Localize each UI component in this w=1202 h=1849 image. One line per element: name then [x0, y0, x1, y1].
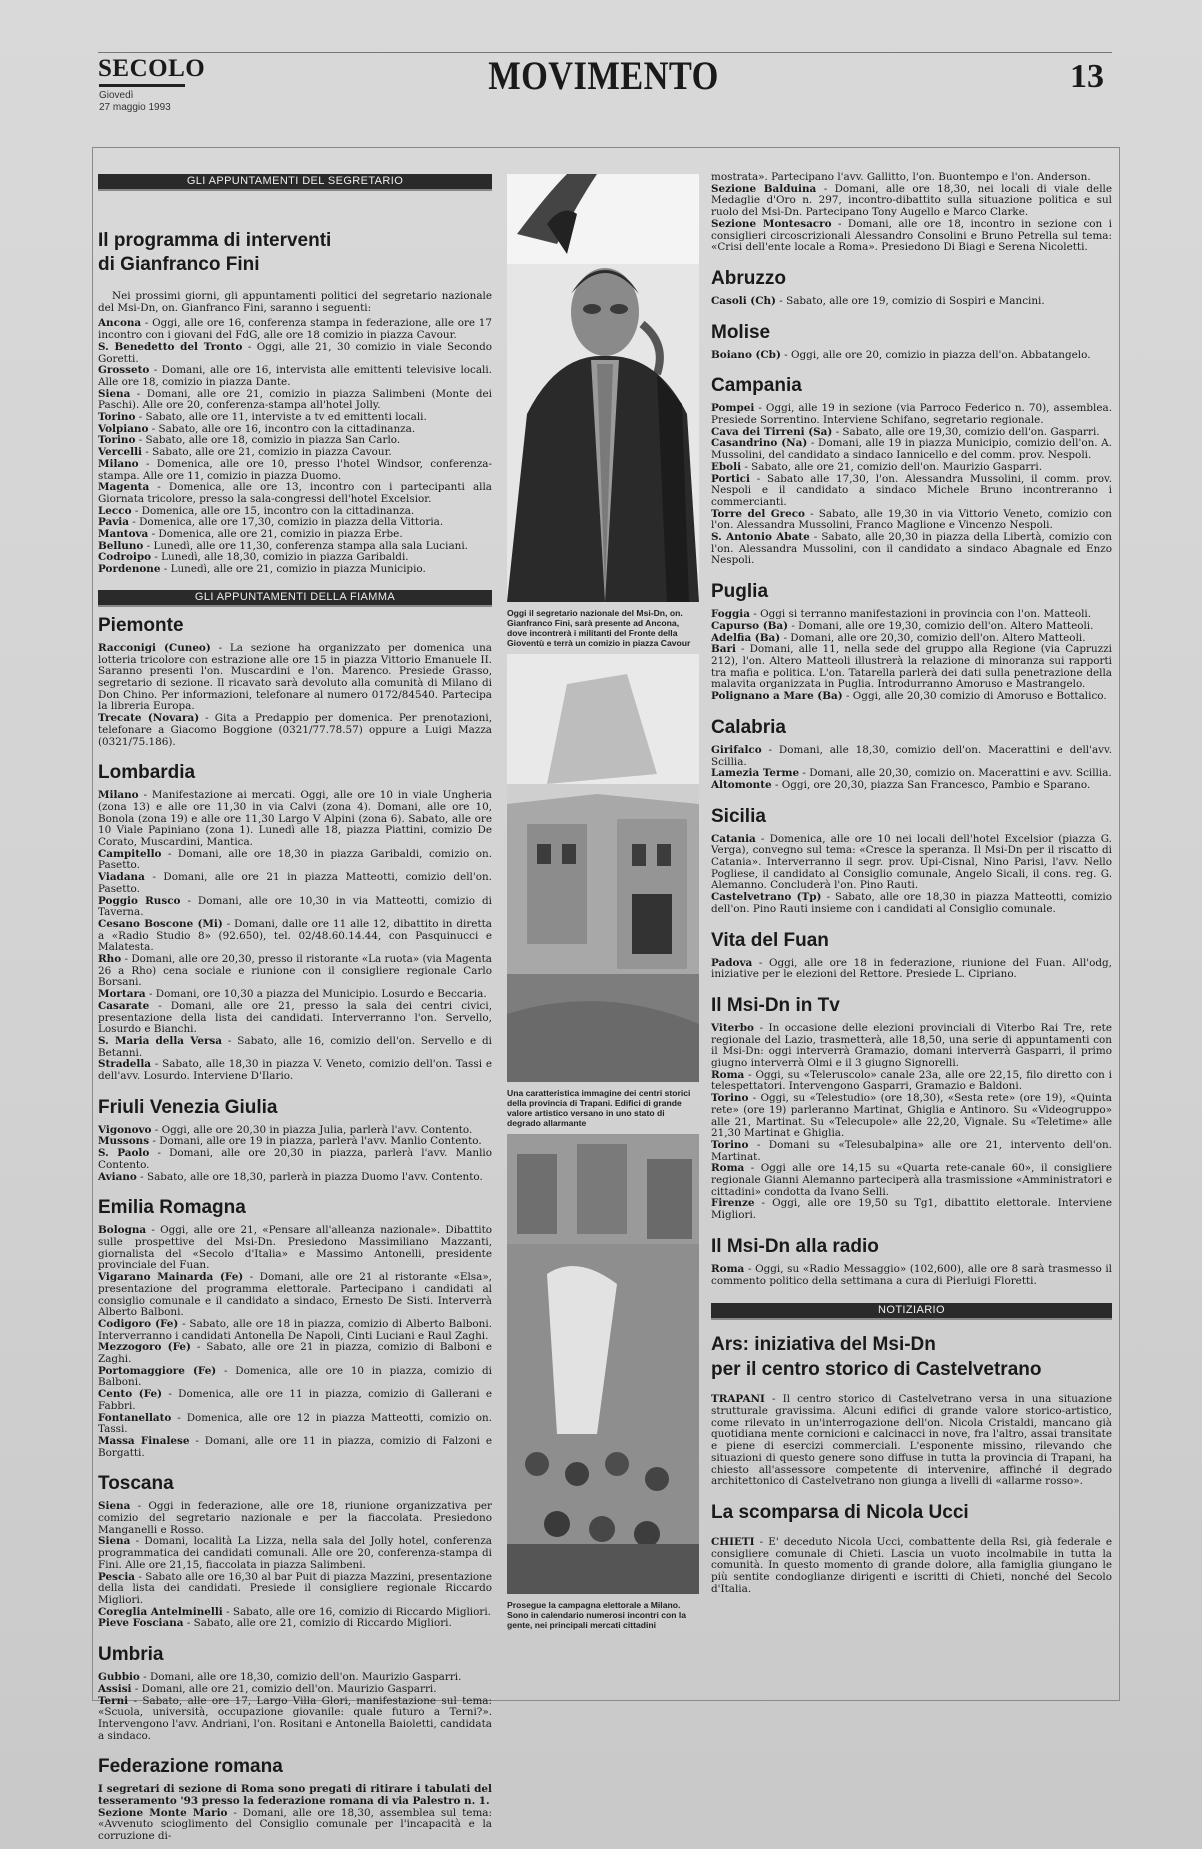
listing-text: - Domenica, alle ore 21, comizio in piazza Erbe. — [148, 528, 403, 541]
listing-text: - Sabato, alle ore 18, comizio in piazza San Carlo. — [135, 434, 401, 447]
listing-text: - Oggi, alle ore 19,50 su Tg1, dibattito elettorale. Interviene Migliori. — [711, 1197, 1112, 1222]
listing-entry — [98, 342, 492, 365]
listing-text: - Domani, dalle ore 11 alle 12, dibattito in diretta a «Radio Studio 8» (92.650), tel. 02/48.60.14.44, con Pasquinucci e Malatesta. — [98, 917, 492, 954]
region-heading: Vita del Fuan — [711, 929, 829, 951]
listing-place: Sezione Montesacro — [711, 217, 832, 230]
listing-text: - Oggi si terranno manifestazioni in provincia con l'on. Matteoli. — [749, 608, 1092, 621]
left-column — [98, 174, 492, 1849]
listing-place: Codroipo — [98, 551, 152, 564]
news-body: - E' deceduto Nicola Ucci, combattente della Rsi, già federale e consigliere comunale di Chieti. Lascia un vuoto incolmabile in tutta la comunità. In questo momento di grande dolore, alla famiglia giungano le più sentite condoglianze dirigenti e iscritti di Chieti, nonché del Secolo d'Italia. — [711, 1535, 1112, 1595]
news-article-ucci — [711, 1537, 1112, 1596]
listing-text: - Oggi, su «Telestudio» (ore 18,30), «Sesta rete» (ore 19), «Quinta rete» (ore 19) parleranno Martinat, Ghiglia e Antinoro. Su «Videogruppo» alle 21, Martinat. Su «Telecupole» alle 22,20, Vignale. Su «Teletime» alle 21,30 Martinat e Ghiglia. — [711, 1092, 1112, 1140]
listing-text: - In occasione delle elezioni provinciali di Viterbo Rai Tre, rete regionale del Lazio, trasmetterà, alle 18,50, una serie di appuntamenti con il Msi-Dn: oggi interverrà Gramazio, domani interverrà Gasparri, il primo giugno interverrà Olmi e il 3 giugno Signorelli. — [711, 1021, 1112, 1070]
listing-place: Mortara — [98, 988, 146, 1001]
listing-text: - Sabato, alle ore 21, comizio dell'on. Maurizio Gasparri. — [741, 460, 1042, 473]
region-heading: Toscana — [98, 1473, 174, 1495]
fini-portrait-image — [507, 174, 699, 602]
listing-text: - Domani, alle 20,30, comizio on. Macerattini e avv. Scillia. — [799, 767, 1112, 780]
listing-entry — [98, 365, 492, 388]
region-heading: Sicilia — [711, 805, 766, 827]
listing-entry — [98, 954, 492, 989]
listing-entry — [711, 1163, 1112, 1198]
region-heading: Emilia Romagna — [98, 1197, 246, 1219]
listing-text: - Domani, alle ore 20,30, comizio dell'on. Altero Matteoli. — [780, 631, 1086, 644]
listing-text: - Domani, alle ore 16, intervista alle emittenti televisive locali. Alle ore 18, comizio in piazza Dante. — [98, 364, 492, 388]
listing-place: Mussons — [98, 1135, 150, 1148]
listing-place: Torino — [711, 1138, 749, 1151]
listing-place: Catania — [711, 832, 756, 845]
news-article-castelvetrano — [711, 1394, 1112, 1488]
listing-place: Sezione Balduina — [711, 182, 817, 195]
listing-place: Mezzogoro (Fe) — [98, 1341, 191, 1354]
listing-place: Racconigi (Cuneo) — [98, 641, 211, 654]
listing-place: Stradella — [98, 1058, 152, 1071]
listing-text: - Domenica, alle ore 10 in piazza, comizio di Balboni. — [98, 1364, 492, 1389]
listing-entry — [711, 691, 1112, 703]
listing-entry — [98, 1059, 492, 1082]
listing-entry — [98, 1225, 492, 1272]
news-headline-ucci: La scomparsa di Nicola Ucci — [711, 1501, 969, 1523]
region-heading: Lombardia — [98, 762, 196, 784]
headline-fini — [98, 229, 492, 277]
trapani-street-image — [507, 654, 699, 1082]
region-heading: Il Msi-Dn in Tv — [711, 994, 840, 1016]
listing-text: - Domani, alle ore 18,30, comizio dell'on. Maurizio Gasparri. — [139, 1671, 462, 1684]
listing-entry — [711, 780, 1112, 792]
listing-place: Altomonte — [711, 778, 772, 791]
listing-text: - Oggi, alle 20,30 comizio di Amoruso e Bottalico. — [842, 690, 1107, 703]
listing-text: - Domenica, alle ore 12 in piazza Matteotti, comizio on. Tassi. — [98, 1411, 492, 1436]
listing-place: Fontanellato — [98, 1411, 172, 1424]
listing-place: Terni — [98, 1694, 129, 1707]
caption-milano: Prosegue la campagna elettorale a Milano. Sono in calendario numerosi incontri con la gente, nei principali mercati cittadini — [507, 1600, 687, 1630]
listing-place: Gubbio — [98, 1671, 140, 1684]
region-heading: Calabria — [711, 716, 786, 738]
listing-entry — [711, 1070, 1112, 1093]
listing-place: Magenta — [98, 481, 150, 494]
listing-text: - Domani, località La Lizza, nella sala del Jolly hotel, conferenza programmatica dei candidati comunali. Alle ore 20, conferenza-stampa di Fini. Alle ore 21,15, fiaccolata in piazza Salimbeni. — [98, 1535, 492, 1571]
listing-entry — [98, 1808, 492, 1843]
caption-trapani: Una caratteristica immagine dei centri storici della provincia di Trapani. Edifici di grande valore artistico versano in uno stato di degrado allarmante — [507, 1088, 691, 1128]
headline-line-2: di Gianfranco Fini — [98, 254, 260, 275]
listing-text: - Domani, alle ore 21, comizio dell'on. Maurizio Gasparri. — [131, 1682, 437, 1695]
listing-entry — [98, 919, 492, 954]
listing-place: Belluno — [98, 539, 144, 552]
news-body: - Il centro storico di Castelvetrano versa in una situazione strutturale gravissima. Alcuni edifici di grande valore storico-artistico, come rilevato in un'interrogazione dell'on. Nicola Cristaldi, mancano già quotidiana mente cornicioni e calcinacci in nove, fra l'altro, assai transitate e piene di esercizi commerciali. L'esponente missino, rilevando che situazioni di questo genere sono diffuse in tutta la provincia di Trapani, ha chiesto all'assessore competente di intervenire, affinché il degrado architettonico di Castelvetrano non giunga a livelli di «allarme rosso». — [711, 1393, 1112, 1488]
listing-entry — [711, 532, 1112, 567]
listing-entry — [98, 1001, 492, 1036]
listing-place: S. Maria della Versa — [98, 1034, 222, 1047]
listing-place: Vercelli — [98, 446, 142, 459]
listing-text: - Domani, alle ore 20,30 in piazza, parlerà l'avv. Manlio Contento. — [98, 1147, 492, 1171]
listing-place: Sezione Monte Mario — [98, 1806, 228, 1819]
listing-entry — [98, 1436, 492, 1459]
listing-place: Torino — [98, 434, 136, 447]
listing-place: Portici — [711, 472, 750, 485]
listing-place: Foggia — [711, 608, 750, 621]
right-regions — [711, 268, 1112, 1293]
region-heading: Friuli Venezia Giulia — [98, 1096, 278, 1118]
listing-place: Torre del Greco — [711, 507, 805, 520]
listing-text: - Oggi alle ore 14,15 su «Quarta rete-canale 60», il consigliere regionale Gianni Alemanno parteciperà alla trasmissione «Amministratori e cittadini» condotta da Ivano Selli. — [711, 1162, 1112, 1198]
listing-entry — [98, 790, 492, 849]
listing-text: - Oggi, alle 19 in sezione (via Parroco Federico n. 70), assemblea. Presiede Sorrentino. Interviene Schifano, segretario regionale. — [711, 402, 1112, 427]
listing-entry — [711, 509, 1112, 532]
listing-entry — [98, 1501, 492, 1536]
listing-entry — [711, 1140, 1112, 1163]
listing-place: Vigarano Mainarda (Fe) — [98, 1271, 244, 1284]
listing-text: - Lunedì, alle ore 11,30, conferenza stampa alla sala Luciani. — [143, 539, 468, 552]
listing-entry — [711, 1093, 1112, 1140]
listing-entry — [711, 438, 1112, 461]
listing-text: - Domani, alle ore 21 al ristorante «Elsa», presentazione del programma elettorale. Partecipano i candidati al consiglio comunale e il candidato a sindaco, Ernesto De Sisti. Interverrà Alberto Balboni. — [98, 1271, 492, 1319]
listing-text: - Domani, alle ore 21, comizio in piazza Salimbeni (Monte dei Paschi). Alle ore 20, conferenza-stampa all'hotel Jolly. — [98, 387, 492, 412]
listing-place: Mantova — [98, 528, 149, 541]
listing-text: - Oggi, alle ore 21, «Pensare all'alleanza nazionale». Dibattito sulle prospettive del Msi-Dn. Presiedono Massimiliano Mazzanti, giornalista del «Secolo d'Italia» e Massimo Antonelli, presidente provinciale del Fuan. — [98, 1224, 492, 1272]
listing-place: Siena — [98, 1500, 131, 1513]
listing-place: Aviano — [98, 1170, 137, 1183]
listing-text: - Sabato, alle ore 16, incontro con la cittadinanza. — [148, 422, 416, 435]
listing-place: Vigonovo — [98, 1123, 152, 1136]
listing-place: Pompei — [711, 402, 755, 415]
listing-entry — [98, 1536, 492, 1571]
listing-text: - Sabato, alle 16, comizio dell'on. Servello e di Betanni. — [98, 1034, 492, 1059]
section-bar-notiziario: NOTIZIARIO — [711, 1303, 1112, 1320]
listing-text: - Gita a Predappio per domenica. Per prenotazioni, telefonare a Giacomo Boggione (0321/77.78.57) oppure a Luigi Mazza (0321/75.186). — [98, 712, 492, 748]
listing-entry — [711, 350, 1112, 362]
news-dateline: CHIETI — [711, 1535, 755, 1548]
region-heading: Piemonte — [98, 614, 184, 636]
listing-place: Boiano (Cb) — [711, 348, 781, 361]
listing-entry — [98, 643, 492, 713]
listing-text: - Domani, alle ore 20,30, presso il ristorante «La ruota» (via Magenta 26 a Rho) cena sociale e riunione con il consigliere regionale Carlo Borsani. — [98, 953, 492, 989]
listing-text: - Sabato, alle ore 17, Largo Villa Glori, manifestazione sul tema: «Scuola, università, occupazione giovanile: quale futuro a Terni?». Intervengono l'avv. Andriani, l'on. Rositani e Antonella Baioletti, candidata a sindaco. — [98, 1694, 492, 1742]
listing-text: - Domani, alle ore 21, presso la sala dei centri civici, presentazione della lista dei candidati. Interverranno l'on. Servello, Losurdo e Bianchi. — [98, 999, 492, 1036]
issue-day: Giovedì — [99, 90, 134, 101]
listing-place: Viadana — [98, 871, 145, 884]
listing-entry — [98, 1696, 492, 1743]
listing-place: I segretari di sezione di Roma sono pregati di ritirare i tabulati del tesseramento '93 presso la federazione romana di via Palestro n. 1. — [98, 1783, 492, 1808]
listing-place: Volpiano — [98, 422, 149, 435]
listing-place: Casoli (Ch) — [711, 294, 776, 307]
news-headline-castelvetrano — [711, 1332, 1112, 1382]
listing-place: Grosseto — [98, 364, 150, 377]
listing-place: S. Antonio Abate — [711, 531, 810, 544]
listing-entry — [98, 1342, 492, 1365]
listing-entry — [98, 1784, 492, 1807]
listing-place: Cesano Boscone (Mi) — [98, 917, 223, 930]
listing-place: Siena — [98, 1535, 131, 1548]
listing-text: - Domani, alle ore 19 in piazza, parlerà l'avv. Manlio Contento. — [149, 1135, 482, 1148]
listing-place: Capurso (Ba) — [711, 619, 789, 632]
listing-text: - Oggi, su «Radio Messaggio» (102,600), alle ore 8 sarà trasmesso il commento politico della settimana a cura di Pierluigi Floretti. — [711, 1262, 1112, 1287]
photo-column — [507, 174, 699, 1636]
listing-place: Casandrino (Na) — [711, 437, 808, 450]
listing-text: - Sabato, alle ore 18 in piazza, comizio di Alberto Balboni. Interverranno i candidati Antonella De Napoli, Cinti Luciani e Raul Zaghi. — [98, 1317, 492, 1342]
newspaper-logo: SECOLO — [98, 55, 206, 82]
region-heading: Umbria — [98, 1644, 164, 1666]
listing-text: - Oggi, alle ore 16, conferenza stampa in federazione, alle ore 17 incontro con i giovani del FdG, alle ore 18 comizio in piazza Cavour. — [98, 317, 492, 342]
listing-text: - Domenica, alle ore 13, incontro con i partecipanti alla Giornata tricolore, presso la sala-congressi dell'hotel Excelsior. — [98, 481, 492, 505]
listing-text: - Domani, alle ore 21 in piazza Matteotti, comizio dell'on. Pasetto. — [98, 871, 492, 895]
listing-entry — [98, 1272, 492, 1319]
listing-text: - Domani, alle 18,30, comizio dell'on. Macerattini e dell'avv. Scillia. — [711, 743, 1112, 768]
region-heading: Campania — [711, 375, 802, 397]
left-regions — [98, 615, 492, 1849]
listing-text: - Sabato, alle ore 19, comizio di Sospiri e Mancini. — [775, 294, 1045, 307]
photo-milano — [507, 1134, 699, 1594]
listing-text: - Domani, alle ore 18,30, assemblea sul tema: «Avvenuto scioglimento del Consiglio comunale per l'incapacità e la corruzione di- — [98, 1806, 492, 1843]
listing-text: - Domenica, alle ore 11 in piazza, comizio di Gallerani e Fabbri. — [98, 1388, 492, 1412]
listing-place: S. Benedetto del Tronto — [98, 340, 243, 353]
issue-full-date: 27 maggio 1993 — [99, 102, 171, 113]
listing-place: Massa Finalese — [98, 1434, 190, 1447]
listing-entry — [98, 1148, 492, 1171]
listing-place: Pavia — [98, 516, 129, 529]
listing-entry — [98, 1413, 492, 1436]
secretary-schedule — [98, 318, 492, 575]
listing-place: Roma — [711, 1162, 745, 1175]
caption-fini: Oggi il segretario nazionale del Msi-Dn, on. Gianfranco Fini, sarà presente ad Ancona, dove incontrerà i militanti del Fronte della Gioventù e terrà un comizio in piazza Cavour — [507, 608, 691, 648]
listing-text: - Sabato, alle ore 16, comizio di Riccardo Migliori. — [222, 1605, 491, 1618]
listing-place: Cento (Fe) — [98, 1388, 163, 1401]
listing-entry — [711, 958, 1112, 981]
continuation-block — [711, 172, 1112, 260]
listing-text: - Manifestazione ai mercati. Oggi, alle ore 10 in viale Ungheria (zona 13) e alle ore 11,30 in via Calvi (zona 4). Domani, alle ore 10, Bonola (zona 19) e alle ore 11,30 Largo V Alpini (zona 6). Sabato, alle ore 10 Viale Papiniano (zona 1). Lunedì alle 18, piazza Piattini, comizio De Corato, Muscardini, Mantica. — [98, 789, 492, 849]
listing-place: Lamezia Terme — [711, 767, 800, 780]
listing-text: - Sabato alle 17,30, l'on. Alessandra Mussolini, il comm. prov. Nespoli e il candidato a sindaco Michele Bruno incontreranno i commercianti. — [711, 472, 1112, 508]
listing-text: - Sabato, alle 20,30 in piazza della Libertà, comizio con l'on. Alessandra Mussolini, con il candidato a sindaco Abagnale ed Enzo Nespoli. — [711, 531, 1112, 567]
region-heading: Molise — [711, 321, 771, 343]
listing-entry — [711, 474, 1112, 509]
listing-place: Pieve Fosciana — [98, 1617, 184, 1630]
listing-text: - Sabato, alle ore 11, interviste a tv ed emittenti locali. — [135, 411, 427, 424]
listing-text: - Oggi, alle ore 20,30 in piazza Julia, parlerà l'avv. Contento. — [151, 1123, 473, 1136]
listing-text: - Oggi, su «Teleruscolo» canale 23a, alle ore 22,15, filo diretto con i telespettatori. Intervengono Gasparri, Gramazio e Baldoni. — [711, 1068, 1112, 1093]
listing-text: - Oggi, alle 21, 30 comizio in viale Secondo Goretti. — [98, 340, 492, 365]
listing-entry — [711, 1264, 1112, 1287]
listing-place: Bologna — [98, 1224, 147, 1237]
listing-text: - Domani, alle ore 18,30 in piazza Garibaldi, comizio on. Pasetto. — [98, 847, 492, 872]
listing-entry — [98, 1366, 492, 1389]
listing-text: - Domani, alle 11, nella sede del gruppo alla Regione (via Capruzzi 212), l'on. Altero Matteoli illustrerà la relazione di minoranza sui rapporti tra mafia e politica. L'on. Tatarella parlerà dei dati sulla penetrazione della malavita organizzata in Puglia. Introdurranno Amoruso e Mastrangelo. — [711, 643, 1112, 691]
listing-entry — [98, 1036, 492, 1059]
news-headline-line-2: per il centro storico di Castelvetrano — [711, 1359, 1042, 1381]
listing-entry — [711, 745, 1112, 768]
listing-place: Firenze — [711, 1197, 755, 1210]
listing-text: - Oggi, ore 20,30, piazza San Francesco, Pambio e Sparano. — [771, 778, 1091, 791]
listing-place: Milano — [98, 789, 139, 802]
listing-entry — [711, 1023, 1112, 1070]
section-title: MOVIMENTO — [488, 53, 719, 98]
listing-place: Portomaggiore (Fe) — [98, 1364, 217, 1377]
listing-place: Polignano a Mare (Ba) — [711, 690, 843, 703]
listing-text: - Sabato, alle ore 21, comizio in piazza Cavour. — [141, 446, 392, 459]
listing-entry — [98, 849, 492, 872]
listing-place: Trecate (Novara) — [98, 712, 200, 725]
milano-crowd-image — [507, 1134, 699, 1594]
listing-entry — [711, 403, 1112, 426]
listing-text: - Domani, alle ore 11 in piazza, comizio di Falzoni e Borgatti. — [98, 1434, 492, 1459]
listing-place: Pordenone — [98, 563, 161, 576]
listing-entry — [711, 296, 1112, 308]
listing-entry — [98, 1572, 492, 1607]
logo-underline — [99, 84, 185, 87]
listing-entry — [711, 1198, 1112, 1221]
listing-place: Eboli — [711, 460, 742, 473]
listing-text: - Lunedì, alle ore 21, comizio in piazza Municipio. — [160, 563, 426, 576]
listing-place: Casarate — [98, 999, 150, 1012]
listing-text: - Sabato, alle 18,30 in piazza V. Veneto, comizio dell'on. Tassi e dell'avv. Losurdo. Interviene D'Ilario. — [98, 1058, 492, 1083]
listing-text: - Sabato, alle ore 19,30, comizio dell'on. Gasparri. — [832, 425, 1100, 438]
listing-text: - Oggi, alle ore 18 in federazione, riunione del Fuan. All'odg, iniziative per le elezioni del Rettore. Presiede L. Cipriano. — [711, 956, 1112, 981]
listing-entry — [711, 184, 1112, 219]
issue-date — [99, 90, 171, 114]
listing-place: Roma — [711, 1068, 745, 1081]
region-heading: Abruzzo — [711, 267, 786, 289]
listing-place: Torino — [711, 1092, 749, 1105]
listing-entry — [98, 318, 492, 341]
listing-entry — [711, 219, 1112, 254]
listing-entry — [98, 459, 492, 482]
section-bar-secretary: GLI APPUNTAMENTI DEL SEGRETARIO — [98, 174, 492, 191]
listing-text: - Domenica, alle ore 15, incontro con la cittadinanza. — [131, 504, 415, 517]
listing-entry — [98, 872, 492, 895]
listing-entry — [98, 1172, 492, 1184]
listing-place: Cava dei Tirreni (Sa) — [711, 425, 833, 438]
listing-entry — [98, 389, 492, 412]
listing-place: Campitello — [98, 847, 162, 860]
listing-place: Bari — [711, 643, 736, 656]
listing-text: - Sabato, alle ore 21 in piazza, comizio di Balboni e Zaghi. — [98, 1341, 492, 1366]
listing-text: - Domani, alle ore 18, incontro in sezione con i consiglieri circoscrizionali Alessandro Consolini e Bruno Petrella sul tema: «Crisi dell'ente locale a Roma». Presiedono Di Biagi e Serena Nicoletti. — [711, 217, 1112, 254]
listing-place: Torino — [98, 411, 136, 424]
headline-line-1: Il programma di interventi — [98, 230, 332, 251]
listing-place: Codigoro (Fe) — [98, 1317, 179, 1330]
listing-text: - Oggi, alle ore 20, comizio in piazza dell'on. Abbatangelo. — [780, 348, 1091, 361]
listing-place: S. Paolo — [98, 1147, 150, 1160]
listing-place: Ancona — [98, 317, 142, 330]
listing-text: - Domani, ore 10,30 a piazza del Municipio. Losurdo e Beccaria. — [145, 988, 487, 1001]
intro-paragraph: Nei prossimi giorni, gli appuntamenti politici del segretario nazionale del Msi-Dn, on. Gianfranco Fini, saranno i seguenti: — [98, 290, 492, 314]
listing-entry — [98, 482, 492, 505]
region-heading: Federazione romana — [98, 1756, 283, 1778]
news-headline-line-1: Ars: iniziativa del Msi-Dn — [711, 1334, 936, 1356]
region-heading: Il Msi-Dn alla radio — [711, 1235, 879, 1257]
listing-text: - Domani, alle ore 18,30, nei locali di viale delle Medaglie d'Oro n. 297, incontro-dibattito sulla situazione politica e sul ruolo del Msi-Dn. Partecipano Tony Augello e Marco Clarke. — [711, 182, 1112, 219]
listing-text: - Sabato, alle 19,30 in via Vittorio Veneto, comizio con l'on. Alessandra Mussolini, Franco Maglione e Vincenzo Nespoli. — [711, 507, 1112, 532]
listing-text: - Domenica, alle ore 10 nei locali dell'hotel Excelsior (piazza G. Verga), convegno sul tema: «Cresce la speranza. Il Msi-Dn per il riscatto di Catania». Interverranno il segr. prov. Upi-Cisnal, Nino Parisi, l'avv. Nello Pogliese, il candidato al Consiglio comunale, Angelo Sicali, il cons. reg. G. Alemanno. Concluderà l'on. Pino Rauti. — [711, 832, 1112, 892]
listing-entry — [711, 892, 1112, 915]
listing-entry — [98, 1389, 492, 1412]
right-column — [711, 172, 1112, 1599]
listing-text: - La sezione ha organizzato per domenica una lotteria tricolore con estrazione alle ore 15 in piazza Vittorio Emanuele II. Saranno presenti l'on. Muscardini e l'on. Marenco. Presiede Grasso, segretario di sezione. Il ricavato sarà devoluto alla comunità di Milano di Don Chino. Per informazioni, telefonare al numero 0172/84540. Partecipa la libreria Europa. — [98, 641, 492, 713]
listing-place: Rho — [98, 953, 122, 966]
listing-text: - Sabato, alle ore 18,30 in piazza Matteotti, comizio dell'on. Pino Rauti insieme con i candidati al Consiglio comunale. — [711, 891, 1112, 915]
news-dateline: TRAPANI — [711, 1393, 765, 1406]
listing-place: Lecco — [98, 504, 132, 517]
listing-entry — [98, 1319, 492, 1342]
listing-place: Poggio Rusco — [98, 894, 181, 907]
photo-trapani — [507, 654, 699, 1082]
listing-entry — [98, 564, 492, 576]
listing-place: Padova — [711, 956, 753, 969]
listing-text: - Domani su «Telesubalpina» alle ore 21, intervento dell'on. Martinat. — [711, 1138, 1112, 1163]
listing-text: - Domenica, alle ore 10, presso l'hotel Windsor, conferenza-stampa. Alle ore 11, comizio in piazza Duomo. — [98, 457, 492, 482]
listing-text: - Lunedì, alle 18,30, comizio in piazza Garibaldi. — [151, 551, 409, 564]
listing-place: Siena — [98, 387, 131, 400]
listing-place: Viterbo — [711, 1021, 754, 1034]
listing-place: Girifalco — [711, 743, 762, 756]
listing-entry — [98, 1618, 492, 1630]
listing-text: - Domani, alle ore 19,30, comizio dell'on. Altero Matteoli. — [788, 619, 1094, 632]
listing-text: - Domani, alle 19 in piazza Municipio, comizio dell'on. A. Mussolini, del candidato a sindaco Iannicello e del comm. prov. Nespoli. — [711, 437, 1112, 462]
listing-place: Milano — [98, 457, 139, 470]
listing-entry — [711, 834, 1112, 893]
listing-text: - Domenica, alle ore 17,30, comizio in piazza della Vittoria. — [128, 516, 444, 529]
listing-entry — [98, 713, 492, 748]
listing-text: - Domani, alle ore 10,30 in via Matteotti, comizio di Taverna. — [98, 894, 492, 919]
listing-place: Castelvetrano (Tp) — [711, 891, 822, 904]
listing-entry — [711, 644, 1112, 691]
listing-text: - Sabato, alle ore 18,30, parlerà in piazza Duomo l'avv. Contento. — [136, 1170, 483, 1183]
listing-place: Assisi — [98, 1682, 132, 1695]
listing-text: - Sabato, alle ore 21, comizio di Riccardo Migliori. — [183, 1617, 452, 1630]
listing-text: - Sabato alle ore 16,30 al bar Puit di piazza Mazzini, presentazione della lista dei candidati. Presiede il consigliere regionale Riccardo Migliori. — [98, 1570, 492, 1606]
listing-text: mostrata». Partecipano l'avv. Gallitto, l'on. Buontempo e l'on. Anderson. — [711, 172, 1091, 183]
listing-place: Coreglia Antelminelli — [98, 1605, 223, 1618]
section-bar-fiamma: GLI APPUNTAMENTI DELLA FIAMMA — [98, 590, 492, 607]
page-number: 13 — [1070, 58, 1104, 95]
listing-place: Adelfia (Ba) — [711, 631, 781, 644]
listing-place: Pescia — [98, 1570, 136, 1583]
listing-text: - Oggi in federazione, alle ore 18, riunione organizzativa per comizio del segretario nazionale e per la fiaccolata. Presiedono Manganelli e Rosso. — [98, 1500, 492, 1536]
listing-entry — [98, 896, 492, 919]
photo-fini — [507, 174, 699, 602]
listing-place: Roma — [711, 1262, 745, 1275]
region-heading: Puglia — [711, 581, 769, 603]
